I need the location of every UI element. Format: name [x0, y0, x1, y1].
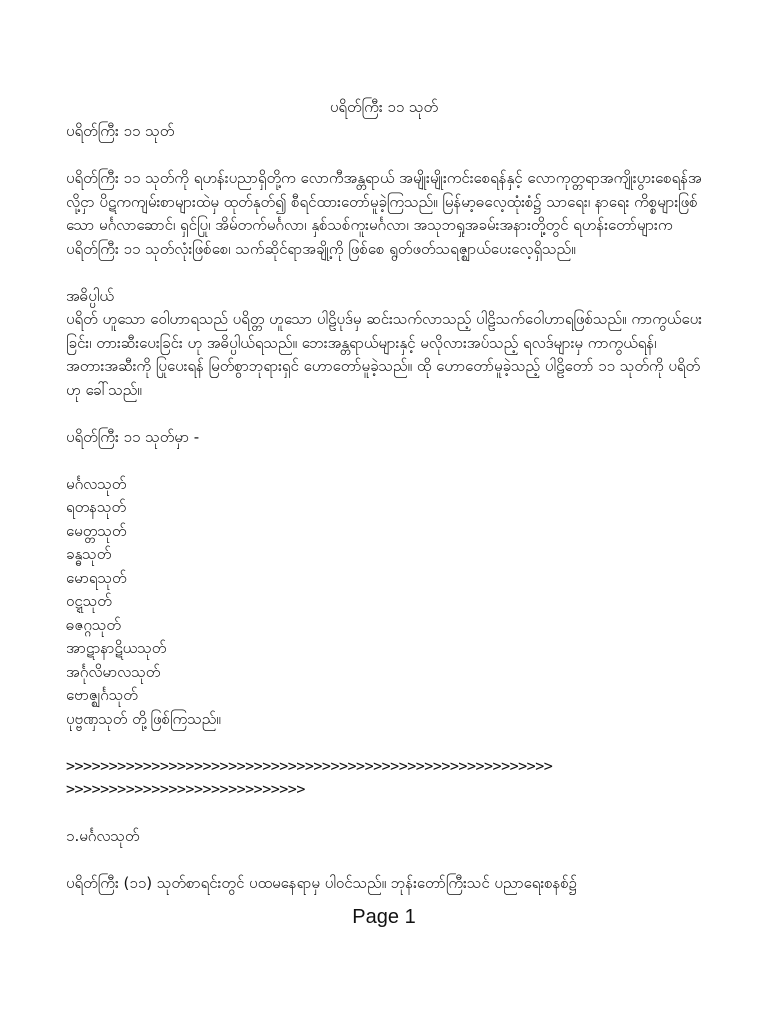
spacer — [66, 144, 706, 168]
sutta-list-item: မေတ္တသုတ် — [66, 521, 127, 540]
document-subtitle: ပရိတ်ကြီး ၁၁ သုတ် — [66, 122, 175, 140]
sutta-list-item: မောရသုတ် — [66, 568, 127, 587]
sutta-list-item: အာဋာနာဋိယသုတ် — [66, 639, 167, 657]
sutta-list-item: ဓဇဂ္ဂသုတ် — [66, 615, 122, 634]
section-paragraph: ပရိတ်ကြီး (၁၁) သုတ်စာရင်းတွင် ပထမနေရာမှ ပါဝင်သည်။ ဘုန်းတော်ကြီးသင် ပညာရေးစနစ်၌ — [66, 874, 578, 892]
sutta-list-item: ဝဋ္ဋသုတ် — [66, 592, 112, 610]
sutta-list-item: ခန္ဓသုတ် — [66, 545, 112, 563]
separator-line: >>>>>>>>>>>>>>>>>>>>>>>>>>>>>>>>>>>>>>>>>>>>>>>>>>>>>>>>> — [66, 756, 553, 775]
sutta-list-item: ဗောဇ္ဈင်္ဂသုတ် — [66, 686, 138, 704]
spacer — [66, 731, 706, 755]
spacer — [66, 402, 706, 426]
spacer — [66, 449, 706, 473]
list-heading: ပရိတ်ကြီး ၁၁ သုတ်မှာ - — [66, 427, 200, 446]
meaning-heading: အဓိပ္ပါယ် — [66, 286, 114, 305]
meaning-paragraph: ပရိတ် ဟူသော ဝေါဟာရသည် ပရိတ္တ ဟူသော ပါဠိပုဒ်မှ ဆင်းသက်လာသည့် ပါဠိသက်ဝေါဟာရဖြစ်သည်။ ကာကွယ်ပေးခြင်း၊ တားဆီးပေးခြင်း ဟု အဓိပ္ပါယ်ရသည်။ ဘေးအန္တရာယ်များနှင့် မလိုလားအပ်သည့် ရလဒ်များမှ ကာကွယ်ရန်၊ အတားအဆီးကို ပြုပေးရန် မြတ်စွာဘုရားရှင် ဟောတော်မူခဲ့သည်။ ထို ဟောတော်မူခဲ့သည့် ပါဠိတော် ၁၁ သုတ်ကို ပရိတ် ဟု ခေါ်သည်။ — [66, 310, 702, 399]
sutta-list-item: အင်္ဂုလိမာလသုတ် — [66, 662, 161, 681]
spacer — [66, 261, 706, 285]
section-heading: ၁.မင်္ဂလသုတ် — [66, 827, 140, 845]
document-title: ပရိတ်ကြီး ၁၁ သုတ် — [329, 98, 439, 116]
sutta-list-item: ပုဗ္ဗဏှသုတ် တို့ဖြစ်ကြသည်။ — [66, 709, 221, 728]
sutta-list-item: ရတနသုတ် — [66, 498, 127, 516]
sutta-list — [66, 473, 706, 732]
page-number: Page 1 — [352, 906, 416, 928]
sutta-list-item: မင်္ဂလသုတ် — [66, 474, 127, 493]
spacer — [66, 849, 706, 873]
spacer — [66, 802, 706, 826]
intro-paragraph: ပရိတ်ကြီး ၁၁ သုတ်ကို ရဟန်းပညာရှိတို့က လောကီအန္တရာယ် အမျိုးမျိုးကင်းစေရန်နှင့် လောကုတ္တရာအကျိုးပွားစေရန်အလို့ငှာ ပိဋကကျမ်းစာများထဲမှ ထုတ်နုတ်၍ စီရင်ထားတော်မူခဲ့ကြသည်။ မြန်မာ့ဓလေ့ထုံးစံ၌ သာရေး၊ နာရေး ကိစ္စများဖြစ်သော မင်္ဂလာဆောင်၊ ရှင်ပြု၊ အိမ်တက်မင်္ဂလာ၊ နှစ်သစ်ကူးမင်္ဂလာ၊ အသုဘရှုအခမ်းအနားတို့တွင် ရဟန်းတော်များက ပရိတ်ကြီး ၁၁ သုတ်လုံးဖြစ်စေ၊ သက်ဆိုင်ရာအချို့ကို ဖြစ်စေ ရွတ်ဖတ်သရဇ္ဈာယ်ပေးလေ့ရှိသည်။ — [66, 169, 702, 258]
separator-line: >>>>>>>>>>>>>>>>>>>>>>>>>>>> — [66, 780, 305, 798]
document-body — [66, 120, 706, 896]
